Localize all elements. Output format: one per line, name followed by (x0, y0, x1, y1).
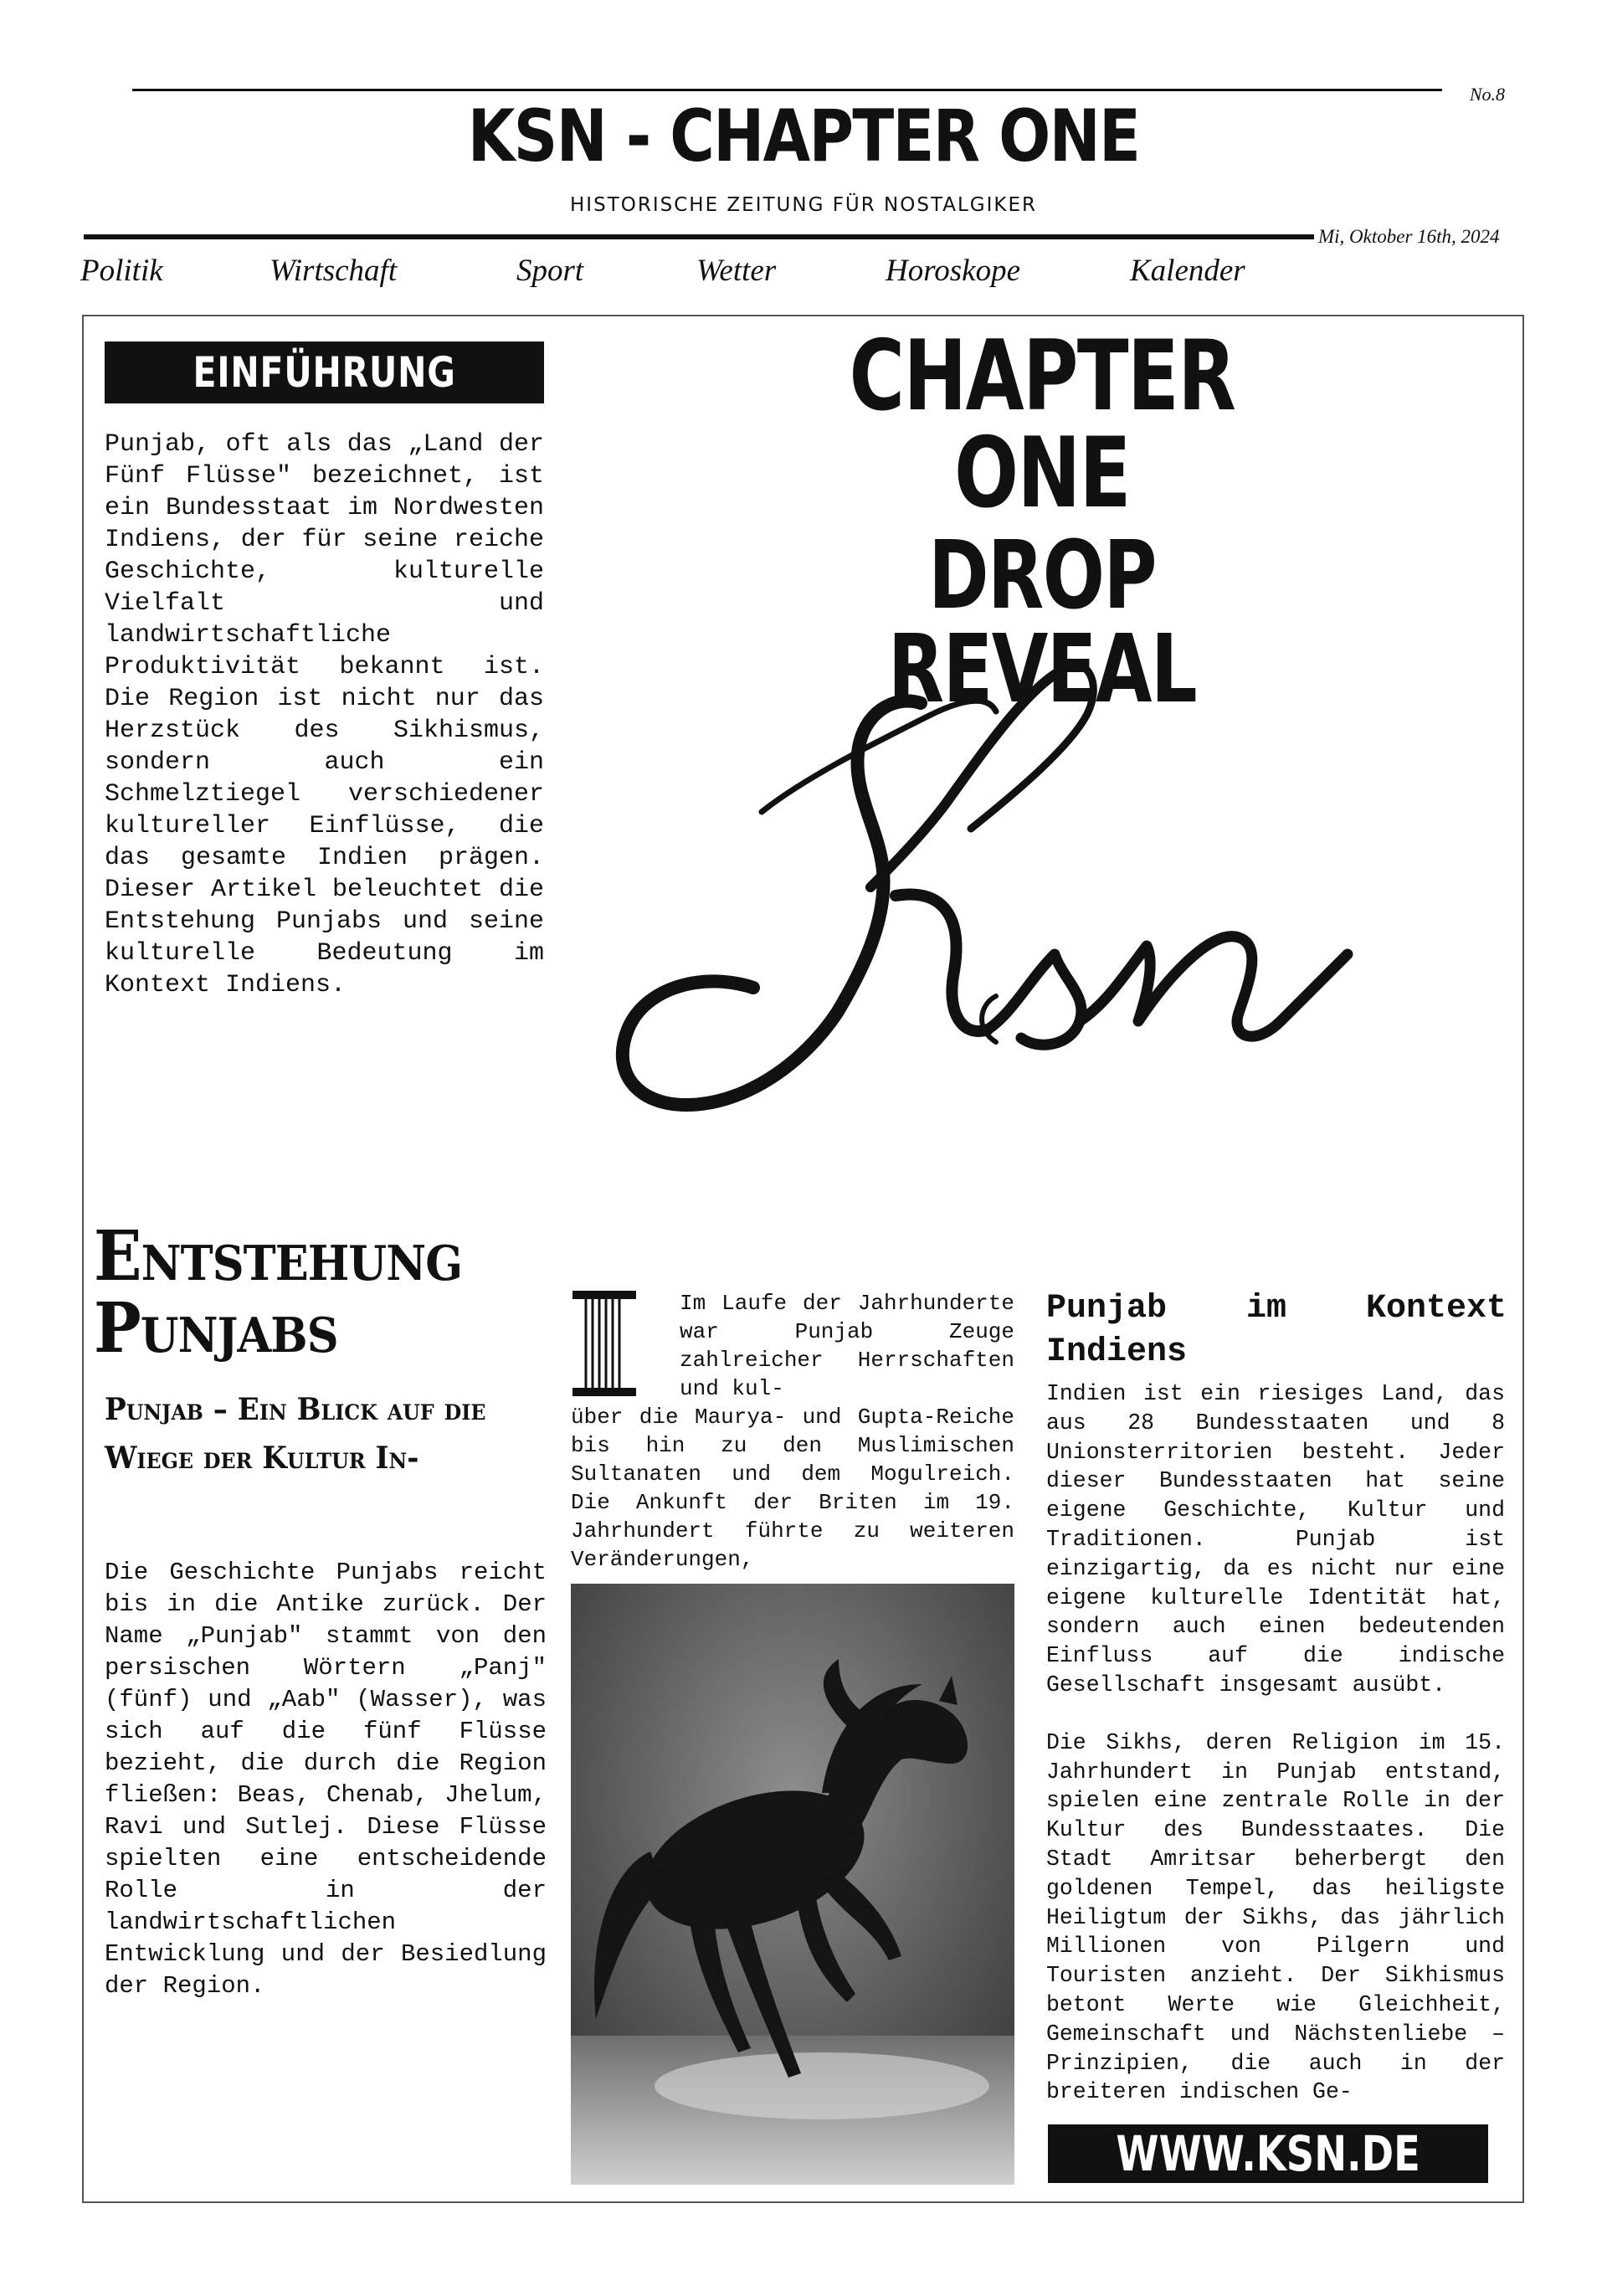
middle-text (571, 1289, 1014, 1574)
nav-horoskope[interactable]: Horoskope (886, 254, 1020, 288)
section-text: Die Geschichte Punjabs reicht bis in die Antike zurück. Der Name „Punjab" stammt von den persischen Wörtern „Panj" (fünf) und „Aab" (Wasser), was sich auf die fünf Flüsse bezieht, die durch die Region fließen: Beas, Chenab, Jhelum, Ravi und Sutlej. Diese Flüsse spielten eine entscheidende Rolle in der landwirtschaftlichen Entwicklung und der Besiedlung der Region. (105, 1559, 547, 2000)
newspaper-title: KSN - CHAPTER ONE (467, 95, 1140, 178)
intro-heading-label: EINFÜHRUNG (193, 348, 456, 397)
section-subtitle: Punjab – Ein Blick auf die Wiege der Kultur In- (105, 1392, 486, 1476)
newspaper-subtitle: HISTORISCHE ZEITUNG FÜR NOSTALGIKER (570, 194, 1037, 216)
horse-photo (571, 1584, 1014, 2185)
nav-wirtschaft[interactable]: Wirtschaft (270, 254, 398, 288)
issue-number: No.8 (1469, 84, 1505, 105)
headline-line-1: CHAPTER ONE (849, 320, 1235, 530)
intro-text: Punjab, oft als das „Land der Fünf Flüsse" bezeichnet, ist ein Bundesstaat im Nordwesten Indiens, der für seine reiche Geschichte, kulturelle Vielfalt und landwirtschaftliche Produktivität bekannt ist. Die Region ist nicht nur das Herzstück des Sikhismus, sondern auch ein Schmelztiegel verschiedener kultureller Einflüsse, die das gesamte Indien prägen. Dieser Artikel beleuchtet die Entstehung Punjabs und seine kulturelle Bedeutung im Kontext Indiens. (105, 430, 544, 999)
website-link[interactable] (1048, 2124, 1488, 2183)
masthead-top-rule (132, 89, 1442, 91)
middle-text-intro: Im Laufe der Jahrhunderte war Punjab Zeuge zahlreicher Herrschaften und kul- (680, 1291, 1014, 1401)
nav-kalender[interactable]: Kalender (1130, 254, 1245, 288)
right-title-line-2: Indiens (1046, 1333, 1188, 1371)
intro-heading (105, 342, 544, 403)
middle-text-body: über die Maurya- und Gupta-Reiche bis hin zu den Muslimischen Sultanaten und dem Mogulreich. Die Ankunft der Briten im 19. Jahrhundert führte zu weiteren Veränderungen, (571, 1405, 1014, 1572)
right-paragraph-1: Indien ist ein riesiges Land, das aus 28 Bundesstaaten und 8 Unionsterritorien besteht. Jeder dieser Bundesstaaten hat seine eigene Geschichte, Kultur und Traditionen. Punjab ist einzigartig, da es nicht nur eine eigene kulturelle Identität hat, sondern auch einen bedeutenden Einfluss auf die indische Gesellschaft insgesamt ausübt. (1046, 1381, 1505, 1698)
nav-politik[interactable]: Politik (80, 254, 163, 288)
nav-wetter[interactable]: Wetter (696, 254, 777, 288)
right-title-line-1: Punjab im Kontext (1046, 1290, 1507, 1328)
ksn-logo (594, 636, 1423, 1138)
nav-sport[interactable]: Sport (516, 254, 584, 288)
headline-line-2: DROP REVEAL (887, 521, 1197, 724)
issue-date: Mi, Oktober 16th, 2024 (1318, 226, 1500, 247)
masthead-bottom-rule (84, 234, 1314, 239)
website-link-label: WWW.KSN.DE (1116, 2125, 1420, 2182)
section-title: Entstehung Punjabs (94, 1216, 463, 1369)
right-paragraph-2: Die Sikhs, deren Religion im 15. Jahrhundert in Punjab entstand, spielen eine zentrale Rolle in der Kultur des Bundesstaates. Die Stadt Amritsar beherbergt den goldenen Tempel, das heiligste Heiligtum der Sikhs, das jährlich Millionen von Pilgern und Touristen anzieht. Der Sikhismus betont Werte wie Gleichheit, Gemeinschaft und Nächstenliebe – Prinzipien, die auch in der breiteren indischen Ge- (1046, 1729, 1505, 2105)
right-text (1046, 1379, 1505, 2107)
